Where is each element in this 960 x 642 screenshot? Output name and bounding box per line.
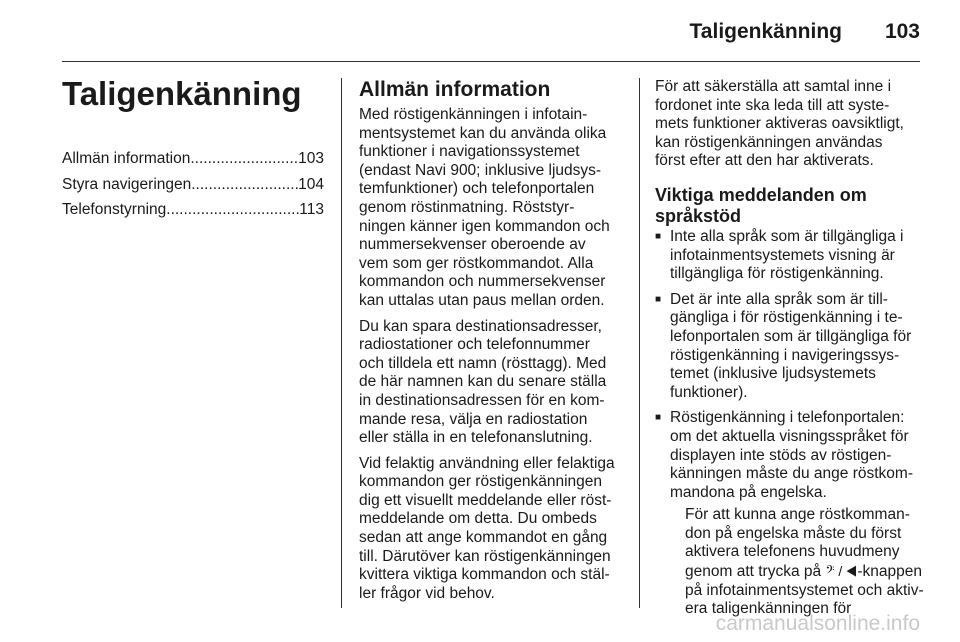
list-item-text: ■ Röstigenkänning i telefonportalen: om det aktuella visningsspråket för displayen inte stöds av röstigen- känningen måste du ange röstkom- mandona på engelska. xyxy=(670,409,913,501)
chapter-title: Taligenkänning xyxy=(62,75,302,112)
language-support-column xyxy=(655,78,925,626)
list-item: ■ Det är inte alla språk som är till- gängliga i för röstigenkänning i te- lefonportalen som är tillgängliga för röstigenkänning i navigeringssys- temet (inklusive ljudsystemets funktioner). xyxy=(655,291,925,403)
toc-leader xyxy=(190,150,298,169)
watermark: carmanualsonline.info xyxy=(715,612,920,635)
toc-entry-page: 113 xyxy=(299,201,324,219)
list-item xyxy=(655,409,925,619)
toc-entry[interactable] xyxy=(62,150,324,169)
toc-leader xyxy=(166,201,299,220)
page-number: 103 xyxy=(884,20,920,43)
toc-entry[interactable] xyxy=(62,176,324,195)
subsection-heading: Viktiga meddelanden om språkstöd xyxy=(655,184,867,226)
subparagraph-text: -knappen xyxy=(857,563,922,581)
chapter-column xyxy=(62,76,324,227)
subparagraph-text: på infotainmentsystemet och aktiv- era taligenkänningen för xyxy=(685,581,924,618)
phone-mute-icon: 𝄢 / ◀ xyxy=(825,563,858,580)
paragraph: För att säkerställa att samtal inne i fordonet inte ska leda till att syste- mets funktioner aktiveras oavsiktligt, kan röstigenkänningen användas först efter att den har aktiverats. xyxy=(655,78,904,170)
paragraph: Med röstigenkänningen i infotain- mentsystemet kan du använda olika funktioner i navigationssystemet (endast Navi 900; inklusive ljudsys- temfunktioner) och telefonportalen genom röstinmatning. Röststyr- ningen känner igen kommandon och nummersekvenser oberoende av vem som ger röstkommandot. Alla kommandon och nummersekvenser kan uttalas utan paus mellan orden. xyxy=(359,106,610,309)
list-item: ■ Inte alla språk som är tillgängliga i infotainmentsystemets visning är tillgängliga för röstigenkänning. xyxy=(655,228,925,284)
header-rule xyxy=(62,61,920,62)
section-heading: Allmän information xyxy=(359,78,551,101)
toc-leader xyxy=(191,176,298,195)
toc-entry-page: 104 xyxy=(298,175,324,193)
column-divider-2 xyxy=(639,78,640,608)
column-divider-1 xyxy=(341,78,342,608)
subparagraph-text: För att kunna ange röstkomman- don på engelska måste du först aktivera telefonens huvudmeny genom att trycka på xyxy=(685,506,910,581)
toc-entry-label: Allmän information xyxy=(62,150,191,167)
general-info-column xyxy=(359,78,629,610)
list-item-subparagraph xyxy=(670,506,925,619)
bullet-list xyxy=(655,228,925,619)
running-header-title: Taligenkänning xyxy=(689,20,842,43)
toc-entry[interactable] xyxy=(62,201,324,220)
table-of-contents xyxy=(62,150,324,220)
paragraph: Du kan spara destinationsadresser, radiostationer och telefonnummer och tilldela ett namn (rösttagg). Med de här namnen kan du senare ställa in destinationsadressen för en kom- mande resa, välja en radiostation eller ställa in en telefonanslutning. xyxy=(359,317,607,447)
paragraph: Vid felaktig användning eller felaktiga kommandon ger röstigenkänningen dig ett visuellt meddelande eller röst- meddelande om detta. Du ombeds sedan att ange kommandot en gång till. Därutöver kan röstigenkänningen kvittera viktiga kommandon och stäl- ler frågor vid behov. xyxy=(359,454,615,602)
toc-entry-label: Styra navigeringen xyxy=(62,175,192,193)
toc-entry-page: 103 xyxy=(298,150,324,167)
toc-entry-label: Telefonstyrning xyxy=(62,201,167,219)
